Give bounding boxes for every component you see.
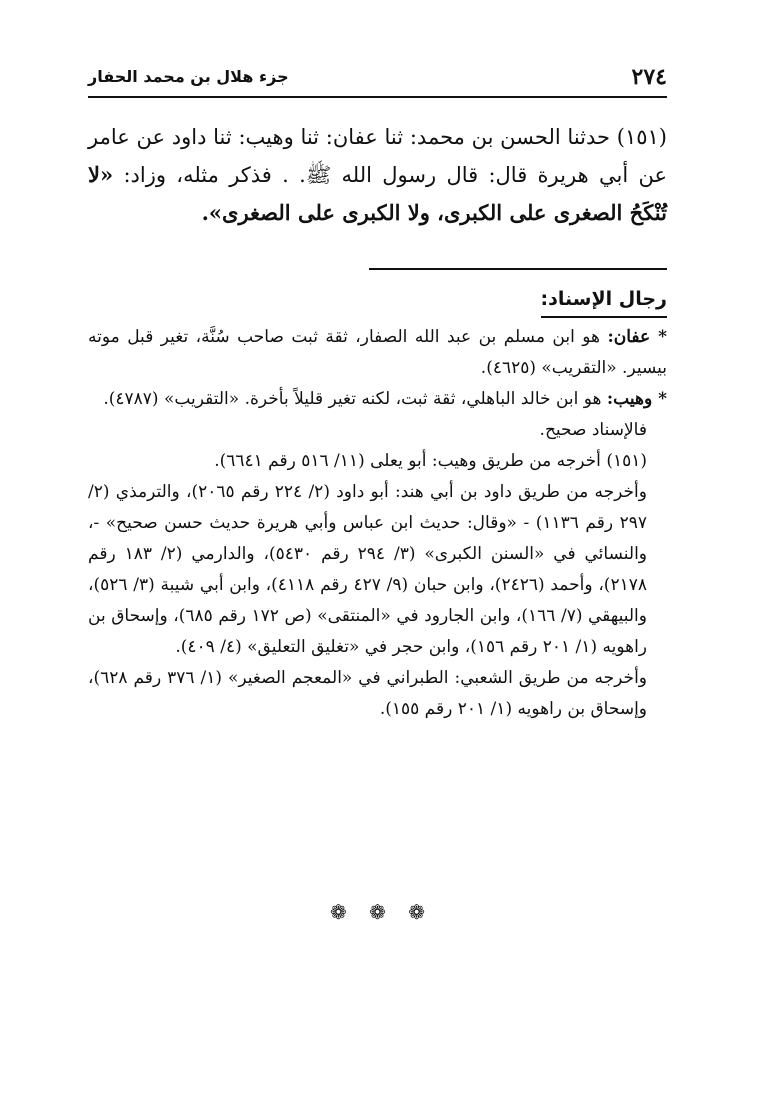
hadith-line [88,118,667,232]
narrator-text: هو ابن مسلم بن عبد الله الصفار، ثقة ثبت صاحب سُنَّة، تغير قبل موته بيسير. «التقريب» (٤٦٢٥). [88,327,667,378]
narrator-label: * وهيب: [606,389,667,409]
note-affan [88,322,667,384]
ornament-separator: ❁ ❁ ❁ [330,900,433,924]
page-header [88,62,667,92]
hadith-matn: «لا تُنْكَحُ الصغرى على الكبرى، ولا الكبرى على الصغرى». [88,162,667,225]
notes-heading: رجال الإسناد: [541,282,667,318]
narrator-text: هو ابن خالد الباهلي، ثقة ثبت، لكنه تغير قليلاً بأخرة. «التقريب» (٤٧٨٧). [103,389,602,409]
running-head: جزء هلال بن محمد الحفار [88,67,289,86]
narrator-label: * عفان: [607,327,668,347]
section-rule [369,268,667,270]
takhrij-paragraph: (١٥١) أخرجه من طريق وهيب: أبو يعلى (١١/ ٥١٦ رقم ٦٦٤١). [214,451,647,471]
note-wuhayb [88,384,667,415]
hadith-isnad-2: عن عامر عن أبي هريرة قال: قال رسول الله ﷺ. . فذكر مثله، وزاد: [88,125,667,187]
takhrij-paragraph: وأخرجه من طريق داود بن أبي هند: أبو داود (٢/ ٢٢٤ رقم ٢٠٦٥)، والترمذي (٢/ ٢٩٧ رقم ١١٣٦) - «وقال: حديث ابن عباس وأبي هريرة حديث حسن صحيح» -، والنسائي في «السنن الكبرى» (٣/ ٢٩٤ رقم ٥٤٣٠)، والدارمي (٢/ ١٨٣ رقم ٢١٧٨)، وأحمد (٢٤٢٦)، وابن حبان (٩/ ٤٢٧ رقم ٤١١٨)، وابن أبي شيبة (٣/ ٥٢٦)، والبيهقي (٧/ ١٦٦)، وابن الجارود في «المنتقى» (ص ١٧٢ رقم ٦٨٥)، وإسحاق بن راهويه (١/ ٢٠١ رقم ١٥٦)، وابن حجر في «تغليق التعليق» (٤/ ٤٠٩). [88,482,647,657]
isnad-verdict: فالإسناد صحيح. [539,420,647,440]
hadith-isnad-1: (١٥١) حدثنا الحسن بن محمد: ثنا عفان: ثنا وهيب: ثنا داود [171,125,667,149]
footnotes [88,282,667,725]
takhrij-paragraph: وأخرجه من طريق الشعبي: الطبراني في «المعجم الصغير» (١/ ٣٧٦ رقم ٦٢٨)، وإسحاق بن راهويه (١/ ٢٠١ رقم ١٥٥). [88,668,647,719]
hadith-text [88,118,667,232]
page-number: ٢٧٤ [631,64,667,90]
header-rule [88,96,667,98]
